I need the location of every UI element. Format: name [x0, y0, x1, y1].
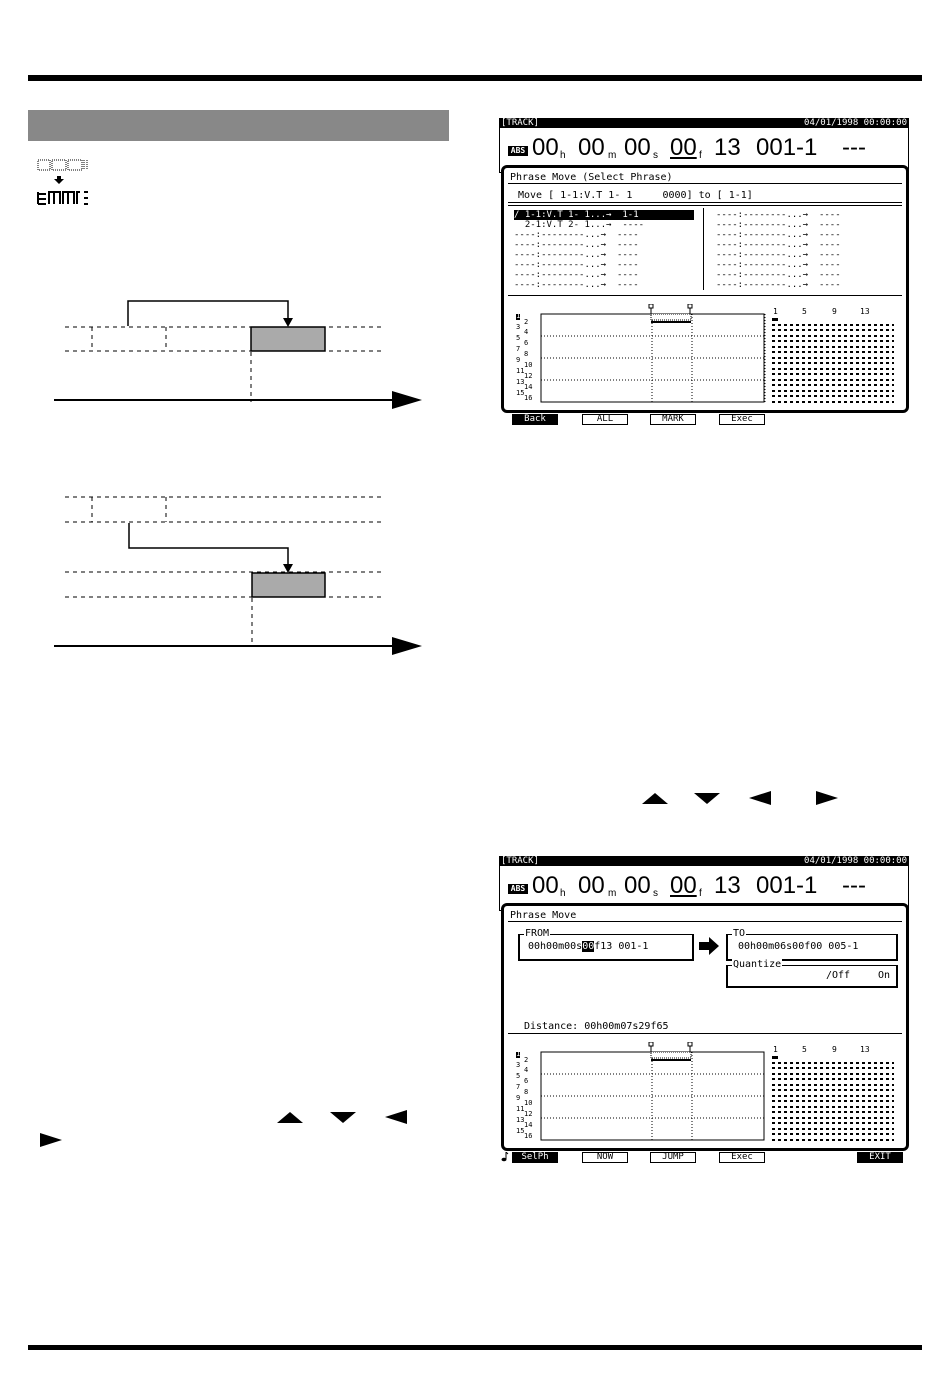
time-frames[interactable]: 00 — [670, 134, 697, 161]
cursor-up-icon — [277, 1112, 303, 1123]
exec-button[interactable]: Exec — [719, 414, 765, 425]
time-minutes: 00 — [578, 872, 605, 899]
track-label: 9 — [516, 356, 521, 364]
phrase-row[interactable]: ----:--------...→ ---- — [514, 260, 639, 270]
track-label: 10 — [524, 1099, 533, 1107]
time-seconds: 00 — [624, 872, 651, 899]
extra-field: --- — [842, 872, 866, 899]
track-label: 3 — [516, 1061, 521, 1069]
phrase-row[interactable]: ----:--------...→ ---- — [514, 240, 639, 250]
ruler-mark: 1 — [773, 307, 778, 316]
from-value-cursor[interactable]: 00 — [582, 941, 595, 952]
track-label: 8 — [524, 1088, 529, 1096]
track-label: 15 — [516, 1127, 525, 1135]
time-hours: 00 — [532, 872, 559, 899]
track-label: 13 — [516, 1116, 525, 1124]
time-seconds: 00 — [624, 134, 651, 161]
unit-f: f — [699, 150, 702, 161]
lcd-header — [499, 118, 909, 128]
phrase-move-icon — [36, 158, 90, 206]
time-minutes: 00 — [578, 134, 605, 161]
track-label: 11 — [516, 1105, 525, 1113]
track-label: 1 — [516, 312, 521, 320]
extra-field: --- — [842, 134, 866, 161]
track-label: 14 — [524, 383, 533, 391]
cursor-right-icon — [816, 791, 838, 805]
destination-block — [251, 327, 325, 351]
top-rule — [28, 75, 922, 81]
lcd-header — [499, 856, 909, 866]
time-hours: 00 — [532, 134, 559, 161]
unit-m: m — [608, 150, 617, 161]
cursor-down-icon — [694, 793, 720, 804]
phrase-row[interactable]: ----:--------...→ ---- — [514, 280, 639, 290]
diagram-move-same-track — [50, 290, 430, 415]
track-label: 4 — [524, 328, 529, 336]
panel-title: Phrase Move (Select Phrase) — [510, 172, 673, 183]
arrow-right-icon — [698, 936, 720, 956]
cursor-left-icon — [749, 791, 771, 805]
measure-beat: 001-1 — [756, 872, 818, 899]
phrase-row[interactable]: ----:--------...→ ---- — [514, 250, 639, 260]
measure-beat: 001-1 — [756, 134, 818, 161]
cursor-right-icon — [40, 1133, 62, 1147]
unit-h: h — [560, 150, 566, 161]
phrase-row[interactable]: 2-1:V.T 2- 1...→ ---- — [514, 220, 645, 230]
from-value[interactable] — [528, 941, 648, 952]
ruler-mark: 13 — [860, 307, 870, 316]
track-labels — [516, 1052, 540, 1140]
unit-h: h — [560, 888, 566, 899]
to-label: TO — [733, 928, 746, 939]
track-label: 1 — [516, 1050, 521, 1058]
track-label: 6 — [524, 339, 529, 347]
track-label: 7 — [516, 1083, 521, 1091]
track-label: 13 — [516, 378, 525, 386]
phrase-move-panel — [501, 165, 909, 413]
track-label: 8 — [524, 350, 529, 358]
from-label: FROM — [525, 928, 550, 939]
phrase-row[interactable]: ----:--------...→ ---- — [716, 250, 841, 260]
back-button[interactable]: Back — [512, 414, 558, 425]
phrase-row[interactable]: ----:--------...→ ---- — [514, 230, 639, 240]
panel-title: Phrase Move — [510, 910, 577, 921]
ruler-mark: 9 — [832, 307, 837, 316]
date-time: 04/01/1998 00:00:00 — [804, 856, 907, 866]
phrase-row[interactable]: ----:--------...→ ---- — [716, 270, 841, 280]
time-frames[interactable]: 00 — [670, 872, 697, 899]
phrase-row[interactable]: ----:--------...→ ---- — [514, 270, 639, 280]
from-value-pre: 00h00m00s — [528, 941, 583, 952]
unit-s: s — [653, 888, 658, 899]
track-label: 6 — [524, 1077, 529, 1085]
ruler-mark: 9 — [832, 1045, 837, 1054]
bottom-rule — [28, 1345, 922, 1350]
abs-badge: ABS — [508, 146, 528, 156]
track-label: 7 — [516, 345, 521, 353]
phrase-row[interactable]: ----:--------...→ ---- — [716, 280, 841, 290]
time-subframe: 13 — [714, 872, 741, 899]
track-grid — [540, 1042, 766, 1142]
abs-badge: ABS — [508, 884, 528, 894]
lcd-screen-select-phrase — [499, 118, 909, 430]
from-box[interactable] — [518, 928, 694, 961]
destination-block — [252, 573, 325, 597]
move-summary: Move [ 1-1:V.T 1- 1 0000] to [ 1-1] — [518, 190, 753, 201]
track-label: 12 — [524, 372, 533, 380]
mode-label: [TRACK] — [501, 856, 539, 866]
from-value-post: f13 001-1 — [594, 941, 649, 952]
jump-button[interactable]: JUMP — [650, 1152, 696, 1163]
track-label: 3 — [516, 323, 521, 331]
to-value[interactable]: 00h00m06s00f00 005-1 — [738, 941, 859, 952]
exec-button[interactable]: Exec — [719, 1152, 765, 1163]
phrase-row[interactable]: ----:--------...→ ---- — [716, 240, 841, 250]
track-label: 15 — [516, 389, 525, 397]
date-time: 04/01/1998 00:00:00 — [804, 118, 907, 128]
unit-s: s — [653, 150, 658, 161]
to-box[interactable] — [726, 928, 898, 961]
quantize-label: Quantize — [733, 959, 782, 970]
quantize-off-option[interactable]: /Off — [826, 970, 851, 981]
track-label: 16 — [524, 1132, 533, 1140]
track-label: 4 — [524, 1066, 529, 1074]
unit-m: m — [608, 888, 617, 899]
track-grid — [540, 304, 766, 404]
track-label: 11 — [516, 367, 525, 375]
phrase-list-right — [716, 210, 896, 290]
phrase-row[interactable]: ----:--------...→ ---- — [716, 260, 841, 270]
mark-button[interactable]: MARK — [650, 414, 696, 425]
track-labels — [516, 314, 540, 402]
phrase-row[interactable]: ----:--------...→ ---- — [716, 220, 841, 230]
exit-button[interactable]: EXIT — [857, 1152, 903, 1163]
select-phrase-button[interactable]: SelPh — [512, 1152, 558, 1163]
phrase-row-selected[interactable]: / 1-1:V.T 1- 1...→ 1-1 — [514, 210, 694, 220]
track-status-matrix — [772, 1056, 896, 1142]
cursor-down-icon — [330, 1112, 356, 1123]
track-label: 10 — [524, 361, 533, 369]
mode-label: [TRACK] — [501, 118, 539, 128]
phrase-list-left — [514, 210, 694, 290]
track-label: 12 — [524, 1110, 533, 1118]
cursor-up-icon — [642, 793, 668, 804]
lcd-screen-phrase-move — [499, 856, 909, 1168]
ruler-mark: 13 — [860, 1045, 870, 1054]
track-label: 5 — [516, 334, 521, 342]
quantize-box[interactable] — [726, 959, 898, 988]
track-label: 2 — [524, 1056, 529, 1064]
track-label: 5 — [516, 1072, 521, 1080]
unit-f: f — [699, 888, 702, 899]
cursor-left-icon — [385, 1110, 407, 1124]
ruler-mark: 5 — [802, 1045, 807, 1054]
track-label: 9 — [516, 1094, 521, 1102]
ruler-mark: 1 — [773, 1045, 778, 1054]
distance-readout: Distance: 00h00m07s29f65 — [524, 1021, 669, 1032]
track-label: 14 — [524, 1121, 533, 1129]
track-status-matrix — [772, 318, 896, 404]
diagram-move-other-track — [50, 487, 430, 662]
track-label: 2 — [524, 318, 529, 326]
all-button[interactable]: ALL — [582, 414, 628, 425]
quantize-on-option[interactable]: On — [878, 970, 891, 981]
track-label: 16 — [524, 394, 533, 402]
phrase-move-panel — [501, 903, 909, 1151]
section-header-bar — [28, 110, 449, 141]
note-icon — [501, 1152, 509, 1162]
ruler-mark: 5 — [802, 307, 807, 316]
phrase-row[interactable]: ----:--------...→ ---- — [716, 210, 841, 220]
now-button[interactable]: NOW — [582, 1152, 628, 1163]
phrase-row[interactable]: ----:--------...→ ---- — [716, 230, 841, 240]
time-subframe: 13 — [714, 134, 741, 161]
